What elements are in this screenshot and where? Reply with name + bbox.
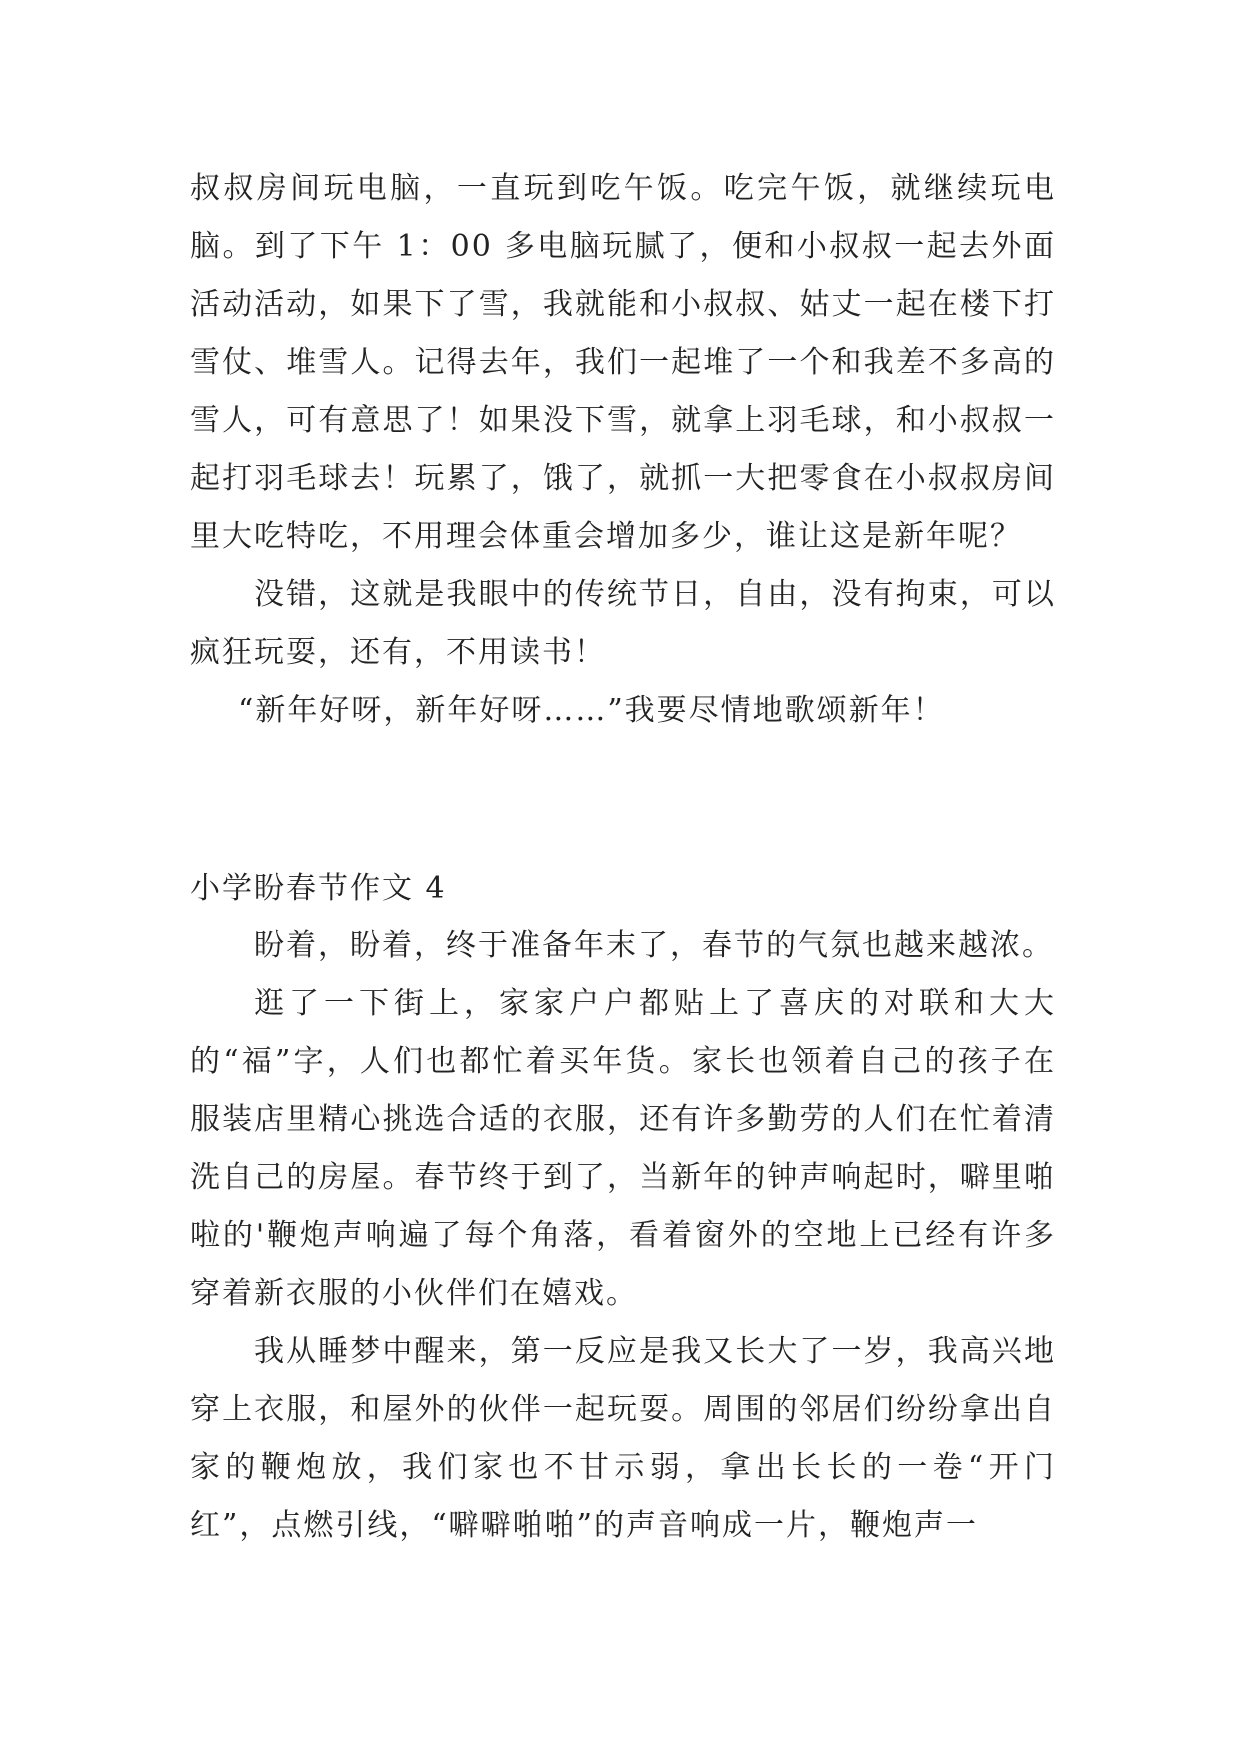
paragraph-new-year-play: 叔叔房间玩电脑，一直玩到吃午饭。吃完午饭，就继续玩电脑。到了下午 1：00 多电脑玩腻了，便和小叔叔一起去外面活动活动，如果下了雪，我就能和小叔叔、姑丈一起在楼下打雪仗、堆雪人。记得去年，我们一起堆了一个和我差不多高的雪人，可有意思了！如果没下雪，就拿上羽毛球，和小叔叔一起打羽毛球去！玩累了，饿了，就抓一大把零食在小叔叔房间里大吃特吃，不用理会体重会增加多少，谁让这是新年呢？ — [190, 171, 1056, 554]
essay-title: 小学盼春节作文 4 — [190, 871, 447, 906]
paragraph-firecrackers: 我从睡梦中醒来，第一反应是我又长大了一岁，我高兴地穿上衣服，和屋外的伙伴一起玩耍。周围的邻居们纷纷拿出自家的鞭炮放，我们家也不甘示弱，拿出长长的一卷“开门红”，点燃引线，“噼噼啪啪”的声音响成一片，鞭炮声一 — [190, 1334, 1056, 1543]
paragraph-awaiting: 盼着，盼着，终于准备年末了，春节的气氛也越来越浓。 — [254, 928, 1054, 963]
essay-body — [190, 917, 1056, 1555]
essay-heading-wrap — [190, 860, 1056, 918]
paragraph-street-scene: 逛了一下街上，家家户户都贴上了喜庆的对联和大大的“福”字，人们也都忙着买年货。家长也领着自己的孩子在服装店里精心挑选合适的衣服，还有许多勤劳的人们在忙着清洗自己的房屋。春节终于到了，当新年的钟声响起时，噼里啪啦的'鞭炮声响遍了每个角落，看着窗外的空地上已经有许多穿着新衣服的小伙伴们在嬉戏。 — [190, 986, 1056, 1311]
paragraph-traditional-festival: 没错，这就是我眼中的传统节日，自由，没有拘束，可以疯狂玩耍，还有，不用读书！ — [190, 577, 1056, 670]
essay-continuation — [190, 160, 1056, 740]
paragraph-new-year-song: “新年好呀，新年好呀……”我要尽情地歌颂新年！ — [238, 693, 945, 728]
